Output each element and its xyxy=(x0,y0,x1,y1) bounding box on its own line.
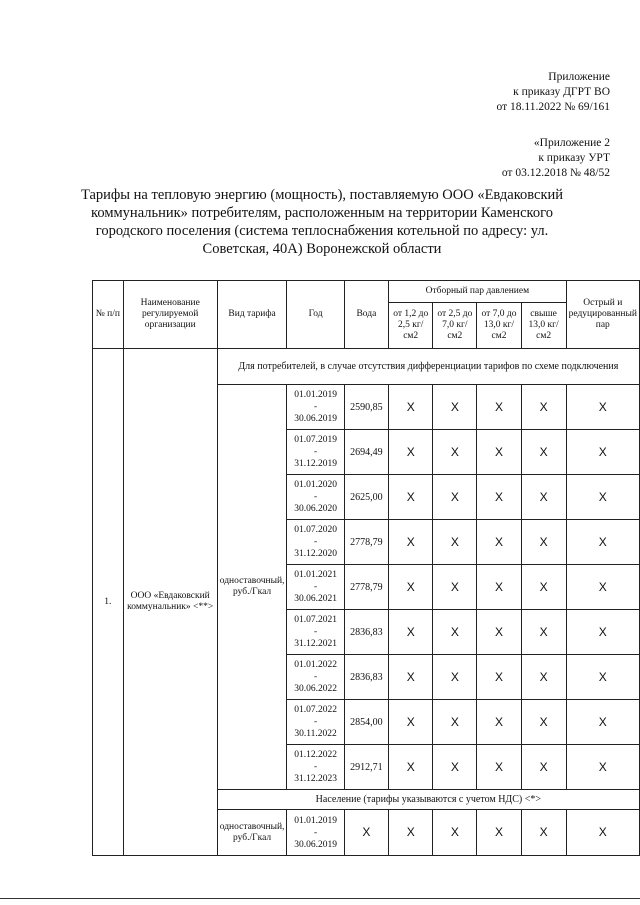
x-cell: X xyxy=(521,810,566,856)
period-start: 01.01.2021 xyxy=(294,570,337,580)
tariff-table xyxy=(92,280,640,856)
water-value: 2912,71 xyxy=(344,745,388,790)
table-header-row xyxy=(93,281,640,303)
water-value: 2836,83 xyxy=(344,610,388,655)
period-end: 30.06.2019 xyxy=(294,839,337,850)
period-end: 30.06.2021 xyxy=(294,594,337,604)
x-cell: X xyxy=(477,810,521,856)
period-cell xyxy=(287,385,344,430)
x-cell: X xyxy=(433,430,477,475)
x-cell: X xyxy=(389,520,433,565)
period-end: 31.12.2019 xyxy=(294,459,337,469)
x-cell: X xyxy=(389,655,433,700)
x-cell: X xyxy=(477,745,521,790)
tariff-type: одноставочный, руб./Гкал xyxy=(217,385,287,790)
header-pressure-1: от 1,2 до 2,5 кг/см2 xyxy=(389,303,433,349)
x-cell: X xyxy=(521,745,566,790)
tariff-type: одноставочный, руб./Гкал xyxy=(217,810,287,856)
header-line: к приказу УРТ xyxy=(538,152,610,164)
period-cell xyxy=(287,700,344,745)
header-line: от 18.11.2022 № 69/161 xyxy=(496,101,610,113)
x-cell: X xyxy=(433,610,477,655)
x-cell: X xyxy=(433,655,477,700)
x-cell: X xyxy=(477,520,521,565)
period-dash: - xyxy=(313,627,318,637)
organization-name: ООО «Евдаковский коммунальник» <**> xyxy=(123,349,217,856)
x-cell: X xyxy=(389,700,433,745)
x-cell: X xyxy=(521,610,566,655)
x-cell: X xyxy=(521,385,566,430)
period-start: 01.07.2020 xyxy=(294,525,337,535)
x-cell: X xyxy=(477,700,521,745)
header-pressure-2: от 2,5 до 7,0 кг/см2 xyxy=(433,303,477,349)
x-cell: X xyxy=(521,655,566,700)
period-cell xyxy=(287,745,344,790)
x-cell: X xyxy=(566,655,639,700)
x-cell: X xyxy=(477,610,521,655)
period-start: 01.01.2020 xyxy=(294,480,337,490)
period-dash: - xyxy=(313,827,318,838)
section-title-consumers: Для потребителей, в случае отсутствия дифференциации тарифов по схеме подключения xyxy=(217,349,639,385)
header-year: Год xyxy=(287,281,344,349)
x-cell: X xyxy=(389,745,433,790)
period-cell xyxy=(287,565,344,610)
water-value: 2694,49 xyxy=(344,430,388,475)
x-cell: X xyxy=(433,385,477,430)
x-cell: X xyxy=(521,700,566,745)
header-pressure-3: от 7,0 до 13,0 кг/см2 xyxy=(477,303,521,349)
period-end: 31.12.2021 xyxy=(294,639,337,649)
period-end: 30.06.2020 xyxy=(294,504,337,514)
x-cell: X xyxy=(433,810,477,856)
x-cell: X xyxy=(389,430,433,475)
x-cell: X xyxy=(521,520,566,565)
period-cell xyxy=(287,655,344,700)
period-cell xyxy=(287,475,344,520)
header-line: «Приложение 2 xyxy=(533,137,610,149)
period-cell xyxy=(287,610,344,655)
period-start: 01.07.2019 xyxy=(294,435,337,445)
period-dash: - xyxy=(313,672,318,682)
x-cell: X xyxy=(566,565,639,610)
header-org: Наименование регулируемой организации xyxy=(123,281,217,349)
water-value: 2854,00 xyxy=(344,700,388,745)
x-cell: X xyxy=(521,430,566,475)
period-dash: - xyxy=(313,447,318,457)
header-sharp-steam: Острый и редуцированный пар xyxy=(566,281,639,349)
period-end: 31.12.2020 xyxy=(294,549,337,559)
period-cell xyxy=(287,430,344,475)
period-dash: - xyxy=(313,402,318,412)
x-cell: X xyxy=(521,565,566,610)
x-cell: X xyxy=(433,700,477,745)
header-type: Вид тарифа xyxy=(217,281,287,349)
x-cell: X xyxy=(433,745,477,790)
period-start: 01.07.2022 xyxy=(294,705,337,715)
x-cell: X xyxy=(477,655,521,700)
x-cell: X xyxy=(477,475,521,520)
period-end: 31.12.2023 xyxy=(294,774,337,784)
x-cell: X xyxy=(389,610,433,655)
x-cell: X xyxy=(477,565,521,610)
x-cell: X xyxy=(433,565,477,610)
x-cell: X xyxy=(566,520,639,565)
header-line: от 03.12.2018 № 48/52 xyxy=(501,167,610,179)
x-cell: X xyxy=(566,700,639,745)
period-dash: - xyxy=(313,717,318,727)
period-end: 30.06.2022 xyxy=(294,684,337,694)
x-cell: X xyxy=(566,475,639,520)
water-value: 2778,79 xyxy=(344,565,388,610)
section-title-population: Население (тарифы указываются с учетом НДС) <*> xyxy=(217,790,639,810)
row-number: 1. xyxy=(93,349,124,856)
water-value: 2590,85 xyxy=(344,385,388,430)
period-dash: - xyxy=(313,762,318,772)
period-start: 01.07.2021 xyxy=(294,615,337,625)
header-line: к приказу ДГРТ ВО xyxy=(513,86,610,98)
water-value: 2836,83 xyxy=(344,655,388,700)
x-cell: X xyxy=(566,745,639,790)
document-title: Тарифы на тепловую энергию (мощность), поставляемую ООО «Евдаковский коммунальник» потребителям, расположенным на территории Каменского городского поселения (система теплоснабжения котельной по адресу: ул. Советская, 40А) Воронежской области xyxy=(80,187,564,257)
x-cell: X xyxy=(389,810,433,856)
period-end: 30.06.2019 xyxy=(294,414,337,424)
header-water: Вода xyxy=(344,281,388,349)
period-start: 01.01.2019 xyxy=(294,390,337,400)
header-block-appendix xyxy=(502,136,610,181)
period-cell xyxy=(287,520,344,565)
x-cell: X xyxy=(433,520,477,565)
x-cell: X xyxy=(433,475,477,520)
period-dash: - xyxy=(313,582,318,592)
header-num: № п/п xyxy=(93,281,124,349)
header-pressure-4: свыше 13,0 кг/см2 xyxy=(521,303,566,349)
water-value: 2625,00 xyxy=(344,475,388,520)
period-start: 01.01.2019 xyxy=(294,815,337,826)
x-cell: X xyxy=(566,430,639,475)
period-start: 01.12.2022 xyxy=(294,750,337,760)
x-cell: X xyxy=(566,610,639,655)
x-cell: X xyxy=(566,810,639,856)
x-cell: X xyxy=(389,385,433,430)
section-row xyxy=(93,349,640,385)
x-cell: X xyxy=(521,475,566,520)
header-steam: Отборный пар давлением xyxy=(389,281,566,303)
x-cell: X xyxy=(477,385,521,430)
x-cell: X xyxy=(566,385,639,430)
period-end: 30.11.2022 xyxy=(294,729,337,739)
x-cell: X xyxy=(389,475,433,520)
period-dash: - xyxy=(313,492,318,502)
header-line: Приложение xyxy=(548,71,610,83)
x-cell: X xyxy=(344,810,388,856)
period-dash: - xyxy=(313,537,318,547)
period-cell xyxy=(287,810,344,856)
page-bottom-rule xyxy=(0,898,640,899)
period-start: 01.01.2022 xyxy=(294,660,337,670)
x-cell: X xyxy=(477,430,521,475)
water-value: 2778,79 xyxy=(344,520,388,565)
x-cell: X xyxy=(389,565,433,610)
header-block-order xyxy=(497,70,611,115)
